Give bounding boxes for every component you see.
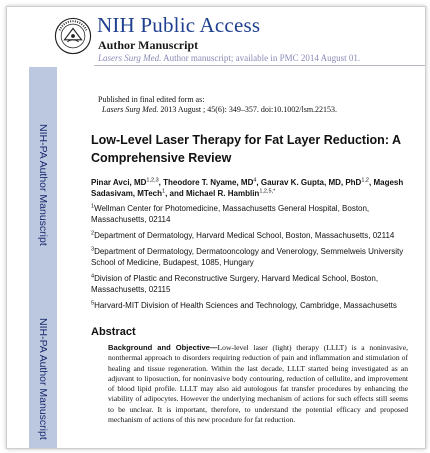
affiliation-text: Department of Dermatology, Dermatooncology and Venerology, Semmelweis University School of Medicine, Budapest, 1085, Hungary [91,247,404,267]
affiliation-text: Division of Plastic and Reconstructive Surgery, Harvard Medical School, Boston, Massachusetts, 02115 [91,274,379,294]
affiliation-text: Wellman Center for Photomedicine, Massachusetts General Hospital, Boston, Massachusetts, 02114 [91,204,370,224]
affiliation-item [91,300,421,311]
author-name: Magesh Sadasivam, MTech [91,178,404,198]
sidebar-label-bottom: NIH-PA Author Manuscript [37,318,49,440]
availability-journal: Lasers Surg Med. [98,53,162,63]
affiliation-text: Harvard-MIT Division of Health Sciences and Technology, Cambridge, Massachusetts [94,301,397,310]
paper-title: Low-Level Laser Therapy for Fat Layer Reduction: A Comprehensive Review [91,133,401,165]
manuscript-page [6,6,426,449]
abstract-text: Low-level laser (light) therapy (LLLT) is a noninvasive, nonthermal approach to disorders requiring reduction of pain and inflammation and stimulation of healing and tissue regeneration. Within the last decade, LLLT started being investigated as an adjuvant to liposuction, for noninvasive body contouring, reduction of cellulite, and improvement of blood lipid profile. LLLT may also aid autologous fat transfer procedures by enhancing the viability of adipocytes. However the underlying mechanism of actions for such effects still seems to be unclear. It is important, therefore, to understand the potential efficacy and proposed mechanism of actions of this new procedure for fat reduction. [108,343,408,425]
affiliation-marker: 3 [91,246,95,253]
affiliation-item [91,246,421,268]
author-separator: , [256,178,261,187]
nih-header [7,7,425,89]
author-affiliation-marker: 1,2,3 [146,177,159,184]
publication-intro: Published in final edited form as: [98,95,205,104]
publication-citation [98,105,337,115]
affiliation-marker: 1 [91,203,95,210]
affiliation-list [91,203,421,311]
abstract-body [108,343,408,425]
author-affiliation-marker: 1,2 [361,177,369,184]
author-affiliation-marker: 1,2,5,* [259,188,276,195]
header-divider [94,65,425,66]
author-affiliation-marker: 4 [253,177,257,184]
affiliation-text: Department of Dermatology, Harvard Medical School, Boston, Massachusetts, 02114 [94,231,395,240]
affiliation-marker: 2 [91,230,95,237]
author-manuscript-sidebar [29,67,57,448]
author-name: Michael R. Hamblin [185,189,260,198]
availability-line [98,53,360,63]
author-separator: , [369,178,374,187]
author-separator: , [158,178,164,187]
author-separator: , and [165,189,186,198]
author-block [91,177,421,316]
author-name: Pinar Avci, MD [91,178,147,187]
sidebar-label-top: NIH-PA Author Manuscript [37,124,49,246]
author-manuscript-label: Author Manuscript [98,38,199,52]
citation-journal: Lasers Surg Med. [102,105,159,114]
nih-public-access-title: NIH Public Access [97,13,261,37]
nih-seal-logo [54,17,92,55]
abstract-lead: Background and Objective— [108,343,218,352]
citation-details: 2013 August ; 45(6): 349–357. doi:10.1002/lsm.22153. [158,105,338,114]
availability-text: Author manuscript; available in PMC 2014 August 01. [161,53,361,63]
author-affiliation-marker: 1 [162,188,166,195]
affiliation-marker: 4 [91,273,95,280]
author-name: Theodore T. Nyame, MD [163,178,254,187]
affiliation-item [91,203,421,225]
affiliation-item [91,230,421,241]
affiliation-marker: 5 [91,300,95,307]
author-name: Gaurav K. Gupta, MD, PhD [260,178,362,187]
abstract-heading: Abstract [91,326,136,338]
publication-info [98,95,337,115]
affiliation-item [91,273,421,295]
author-list [91,177,421,199]
